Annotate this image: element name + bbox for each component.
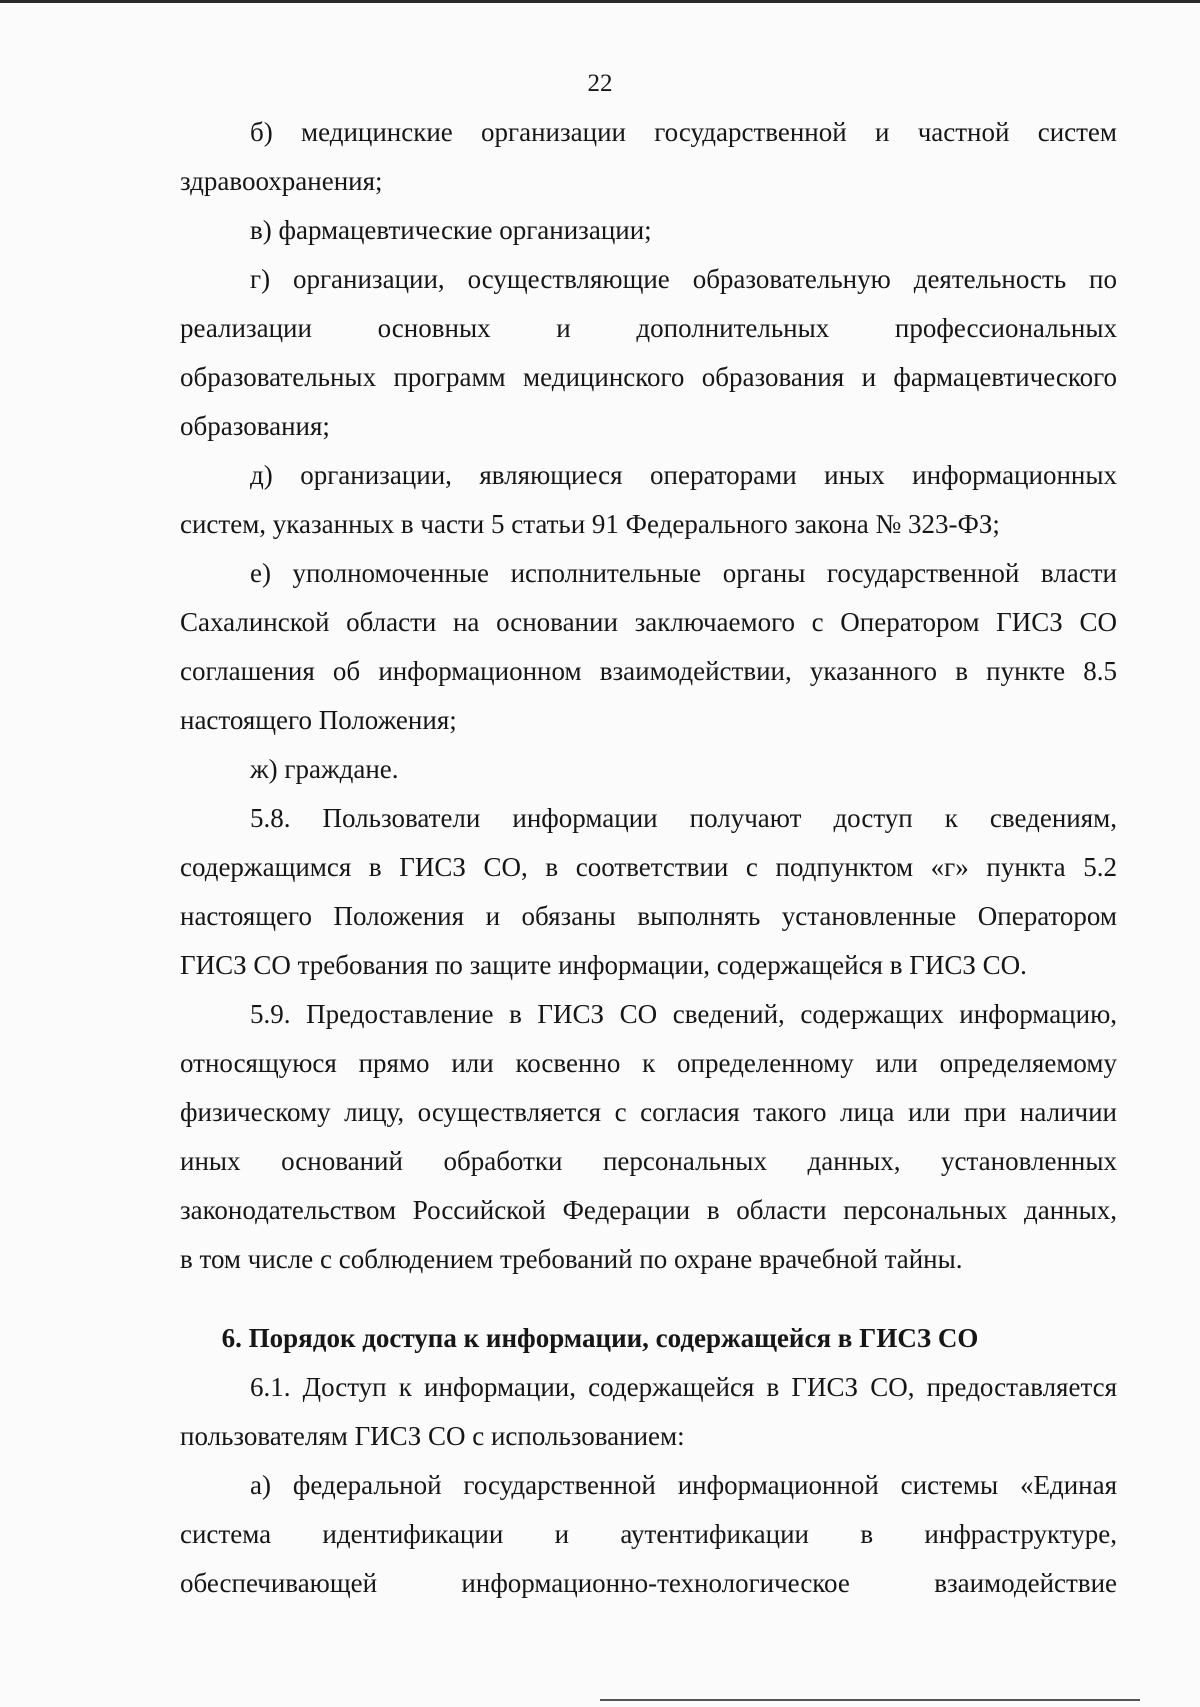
text-line: обеспечивающей информационно-технологическое взаимодействие <box>180 1568 1117 1598</box>
text-line: д) организации, являющиеся операторами иных информационных <box>250 460 1117 490</box>
text-line: в том числе с соблюдением требований по охране врачебной тайны. <box>180 1244 963 1274</box>
text-line: иных оснований обработки персональных данных, установленных <box>180 1146 1117 1176</box>
text-line: систем, указанных в части 5 статьи 91 Федерального закона № 323-ФЗ; <box>180 509 1000 539</box>
text-line: 5.9. Предоставление в ГИСЗ СО сведений, содержащих информацию, <box>250 999 1117 1029</box>
bottom-edge-line <box>600 1699 1140 1701</box>
top-edge-line <box>0 0 1200 3</box>
text-line: ГИСЗ СО требования по защите информации, содержащейся в ГИСЗ СО. <box>180 950 1027 980</box>
text-line: б) медицинские организации государственной и частной систем <box>250 117 1117 147</box>
text-line: здравоохранения; <box>180 166 383 196</box>
text-line: содержащимся в ГИСЗ СО, в соответствии с подпунктом «г» пункта 5.2 <box>180 852 1117 882</box>
text-line: е) уполномоченные исполнительные органы государственной власти <box>250 558 1117 588</box>
text-line: пользователям ГИСЗ СО с использованием: <box>180 1421 685 1451</box>
text-line: относящуюся прямо или косвенно к определенному или определяемому <box>180 1048 1117 1078</box>
text-line: Сахалинской области на основании заключаемого с Оператором ГИСЗ СО <box>180 607 1117 637</box>
text-line: реализации основных и дополнительных профессиональных <box>180 313 1117 343</box>
text-line: образования; <box>180 411 330 441</box>
page-number: 22 <box>587 70 613 97</box>
text-line: физическому лицу, осуществляется с согласия такого лица или при наличии <box>180 1097 1117 1127</box>
text-line: в) фармацевтические организации; <box>250 215 652 245</box>
text-line: настоящего Положения; <box>180 705 457 735</box>
text-line: соглашения об информационном взаимодействии, указанного в пункте 8.5 <box>180 656 1117 686</box>
text-line: ж) граждане. <box>250 754 399 784</box>
text-line: г) организации, осуществляющие образовательную деятельность по <box>250 264 1117 294</box>
text-line: система идентификации и аутентификации в инфраструктуре, <box>180 1519 1117 1549</box>
text-line: законодательством Российской Федерации в области персональных данных, <box>180 1195 1117 1225</box>
section-heading: 6. Порядок доступа к информации, содержащейся в ГИСЗ СО <box>221 1323 979 1353</box>
text-line: а) федеральной государственной информационной системы «Единая <box>250 1470 1117 1500</box>
text-line: 5.8. Пользователи информации получают доступ к сведениям, <box>250 803 1117 833</box>
text-line: образовательных программ медицинского образования и фармацевтического <box>180 362 1117 392</box>
text-line: 6.1. Доступ к информации, содержащейся в ГИСЗ СО, предоставляется <box>250 1372 1117 1402</box>
text-line: настоящего Положения и обязаны выполнять установленные Оператором <box>180 901 1117 931</box>
